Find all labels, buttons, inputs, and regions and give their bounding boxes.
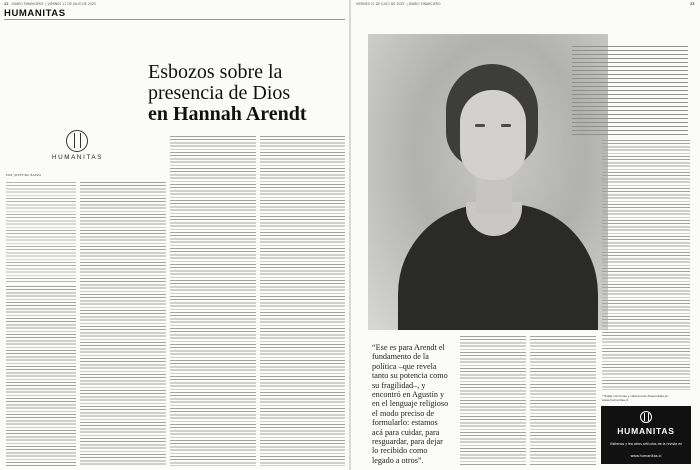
- body-column-right: [602, 140, 690, 390]
- left-publication: DIARIO FINANCIERO: [11, 2, 44, 6]
- right-page-number: 23: [690, 2, 695, 6]
- pull-quote: “Ese es para Arendt el fundamento de la política –que revela tanto su potencia como su fragilidad–, y encontró en Agustín y en el lenguaje religioso el modo preciso de formularlo: estamos acá para cuidar, para resguardar, para dejar lo recibido como legado a otros”.: [372, 343, 449, 465]
- intro-text-block: [6, 182, 76, 282]
- humanitas-logo: [40, 130, 115, 164]
- body-column-1: [6, 286, 76, 466]
- body-column-6: [530, 336, 596, 466]
- footnote: * Estas columnas y referencias disponibles en www.humanitas.cl: [602, 394, 669, 402]
- ad-cta: Visítenos y lea otros artículos de la revista en: [609, 442, 683, 446]
- left-date: VIERNES 11 DE JULIO DE 2025: [47, 2, 96, 6]
- left-page-number: 22: [4, 2, 9, 6]
- humanitas-logo-icon: [66, 130, 88, 152]
- right-date: VIERNES 11 DE JULIO DE 2025: [356, 2, 405, 6]
- body-column-2: [80, 182, 166, 466]
- right-folio: VIERNES 11 DE JULIO DE 2025 | DIARIO FINANCIERO 23: [356, 2, 695, 6]
- ad-url-link[interactable]: www.humanitas.cl: [630, 454, 662, 458]
- ad-name: HUMANITAS: [617, 426, 675, 436]
- body-column-4: [260, 136, 345, 466]
- headline-line-1: Esbozos sobre la: [148, 61, 283, 83]
- section-title: HUMANITAS: [4, 8, 66, 19]
- headline: [148, 62, 344, 125]
- body-column-5: [460, 336, 526, 466]
- headline-line-3: en Hannah Arendt: [148, 103, 307, 125]
- left-folio: 22 DIARIO FINANCIERO | VIERNES 11 DE JULIO DE 2025: [4, 2, 96, 6]
- headline-line-2: presencia de Dios: [148, 82, 291, 104]
- humanitas-ad[interactable]: [601, 406, 691, 464]
- logo-text: HUMANITAS: [51, 154, 104, 161]
- quote-sidebar: [572, 46, 688, 136]
- byline: POR JOSEFINA BAEZA: [6, 173, 42, 177]
- section-header: [4, 8, 345, 20]
- right-publication: DIARIO FINANCIERO: [408, 2, 441, 6]
- humanitas-logo-icon: [640, 411, 652, 423]
- body-column-3: [170, 136, 256, 466]
